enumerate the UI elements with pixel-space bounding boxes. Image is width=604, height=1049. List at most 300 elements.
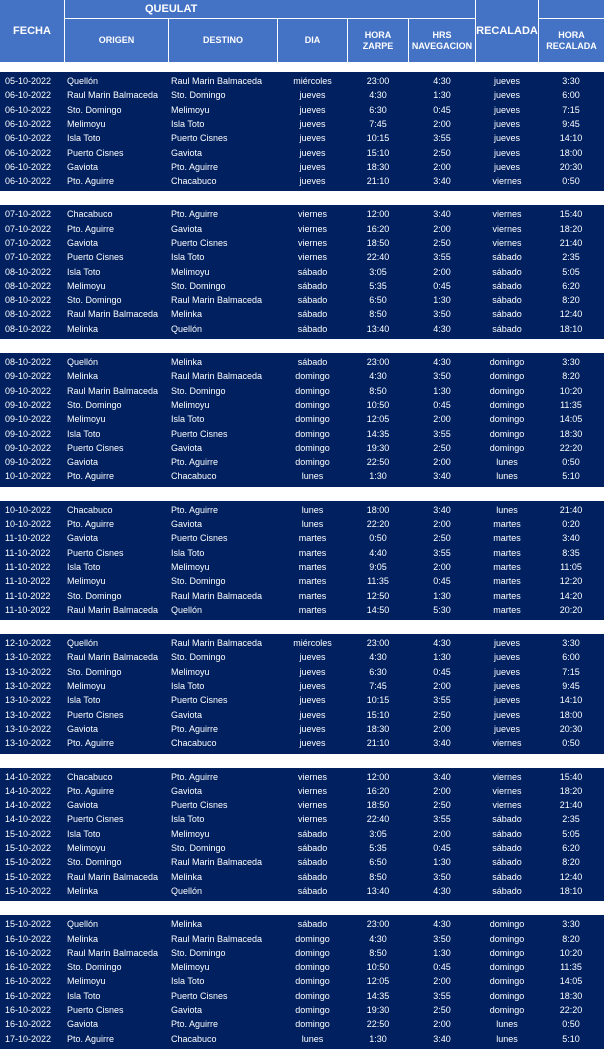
cell-destino: Melimoyu [171,666,210,677]
cell-hrs-navegacion: 1:30 [433,590,451,601]
cell-hora-recalada: 5:05 [562,828,580,839]
cell-recalada: sábado [492,323,522,334]
cell-hora-zarpe: 12:05 [366,976,390,987]
trip-block [0,768,604,902]
cell-destino: Isla Toto [171,814,205,825]
cell-destino: Sto. Domingo [171,90,226,101]
cell-fecha: 16-10-2022 [5,1005,52,1016]
cell-hora-zarpe: 12:50 [366,590,390,601]
table-row [0,427,604,441]
cell-fecha: 08-10-2022 [5,280,52,291]
cell-fecha: 09-10-2022 [5,428,52,439]
table-row [0,103,604,117]
cell-fecha: 06-10-2022 [5,176,52,187]
cell-destino: Sto. Domingo [171,652,226,663]
cell-hora-recalada: 5:10 [562,1033,580,1044]
cell-origen: Gaviota [67,1019,99,1030]
cell-dia: martes [298,533,327,544]
cell-destino: Gaviota [171,1005,203,1016]
cell-hrs-navegacion: 1:30 [433,857,451,868]
cell-hora-recalada: 14:10 [559,133,583,144]
cell-hrs-navegacion: 0:45 [433,280,451,291]
cell-hora-zarpe: 23:00 [366,357,390,368]
cell-hrs-navegacion: 1:30 [433,947,451,958]
table-row [0,546,604,560]
cell-fecha: 13-10-2022 [5,695,52,706]
cell-origen: Raul Marin Balmaceda [67,947,159,958]
cell-destino: Isla Toto [171,976,205,987]
cell-fecha: 15-10-2022 [5,919,52,930]
cell-fecha: 06-10-2022 [5,90,52,101]
cell-hrs-navegacion: 3:40 [433,176,451,187]
table-row [0,531,604,545]
cell-hora-recalada: 8:20 [562,295,580,306]
table-row [0,784,604,798]
cell-origen: Quellón [67,76,99,86]
cell-destino: Isla Toto [171,547,205,558]
table-row [0,1017,604,1031]
cell-destino: Isla Toto [171,252,205,263]
cell-hora-zarpe: 14:35 [366,990,390,1001]
cell-recalada: domingo [489,357,525,368]
cell-fecha: 10-10-2022 [5,504,52,515]
cell-origen: Raul Marin Balmaceda [67,309,159,320]
cell-fecha: 06-10-2022 [5,118,52,129]
cell-origen: Melimoyu [67,118,106,129]
cell-hora-recalada: 18:20 [559,785,583,796]
cell-recalada: domingo [489,385,525,396]
cell-destino: Gaviota [171,519,203,530]
cell-recalada: jueves [493,723,520,734]
cell-destino: Sto. Domingo [171,576,226,587]
cell-hora-recalada: 8:35 [562,547,580,558]
cell-fecha: 09-10-2022 [5,457,52,468]
cell-hrs-navegacion: 2:00 [433,1019,451,1030]
table-row [0,441,604,455]
cell-destino: Chacabuco [171,1033,217,1044]
cell-hrs-navegacion: 1:30 [433,385,451,396]
cell-destino: Puerto Cisnes [171,237,228,248]
cell-destino: Raul Marin Balmaceda [171,857,263,868]
cell-hrs-navegacion: 4:30 [433,885,451,896]
cell-hora-zarpe: 23:00 [366,638,390,649]
cell-hrs-navegacion: 0:45 [433,666,451,677]
cell-hora-zarpe: 13:40 [366,323,390,334]
cell-recalada: domingo [489,933,525,944]
cell-recalada: jueves [493,133,520,144]
cell-origen: Pto. Aguirre [67,223,115,234]
cell-destino: Sto. Domingo [171,947,226,958]
table-row [0,665,604,679]
cell-fecha: 15-10-2022 [5,843,52,854]
table-row [0,932,604,946]
cell-fecha: 11-10-2022 [5,590,51,601]
cell-recalada: sábado [492,295,522,306]
cell-origen: Puerto Cisnes [67,547,124,558]
cell-hora-recalada: 15:40 [559,209,583,220]
cell-hora-recalada: 18:00 [559,709,583,720]
cell-destino: Pto. Aguirre [171,723,219,734]
cell-hora-recalada: 14:05 [559,976,583,987]
cell-fecha: 08-10-2022 [5,266,52,277]
cell-destino: Raul Marin Balmaceda [171,295,263,306]
cell-destino: Pto. Aguirre [171,209,219,220]
cell-origen: Isla Toto [67,695,101,706]
cell-dia: domingo [295,399,330,410]
cell-origen: Pto. Aguirre [67,519,115,530]
cell-fecha: 06-10-2022 [5,104,52,115]
header-hora-zarpe: HORA ZARPE [348,19,408,62]
cell-hrs-navegacion: 2:50 [433,1005,451,1016]
cell-origen: Puerto Cisnes [67,1005,124,1016]
cell-recalada: viernes [492,738,522,749]
table-row [0,560,604,574]
table-row [0,722,604,736]
cell-origen: Pto. Aguirre [67,738,115,749]
cell-origen: Melinka [67,371,99,382]
cell-dia: miércoles [293,638,332,649]
cell-hrs-navegacion: 3:55 [433,428,451,439]
cell-destino: Raul Marin Balmaceda [171,590,263,601]
cell-hora-recalada: 11:35 [560,399,582,410]
cell-recalada: sábado [492,309,522,320]
table-row [0,265,604,279]
cell-hrs-navegacion: 2:50 [433,533,451,544]
cell-hora-recalada: 18:30 [559,428,583,439]
cell-hrs-navegacion: 0:45 [433,576,451,587]
table-row [0,236,604,250]
table-row [0,693,604,707]
cell-fecha: 09-10-2022 [5,442,52,453]
cell-destino: Melimoyu [171,962,210,973]
table-row [0,589,604,603]
cell-origen: Raul Marin Balmaceda [67,385,159,396]
cell-origen: Gaviota [67,457,99,468]
cell-hora-zarpe: 0:50 [369,533,387,544]
cell-hora-recalada: 10:20 [559,385,583,396]
cell-hora-zarpe: 14:50 [366,604,390,615]
cell-hora-recalada: 22:20 [559,1005,583,1016]
cell-dia: domingo [295,976,330,987]
cell-origen: Quellón [67,638,99,649]
cell-hora-recalada: 9:45 [562,681,580,692]
cell-hora-zarpe: 6:30 [369,104,387,115]
table-row [0,603,604,617]
cell-recalada: sábado [492,814,522,825]
cell-hora-zarpe: 5:35 [369,843,387,854]
cell-hora-zarpe: 19:30 [366,442,390,453]
cell-hrs-navegacion: 2:00 [433,681,451,692]
cell-dia: domingo [295,933,330,944]
cell-origen: Puerto Cisnes [67,709,124,720]
cell-origen: Puerto Cisnes [67,147,124,158]
cell-hrs-navegacion: 2:00 [433,266,451,277]
cell-hrs-navegacion: 0:45 [433,843,451,854]
cell-dia: martes [298,547,327,558]
cell-destino: Gaviota [171,442,203,453]
cell-recalada: viernes [492,237,522,248]
cell-hora-zarpe: 1:30 [369,471,387,482]
cell-recalada: jueves [493,652,520,663]
cell-hora-zarpe: 8:50 [369,947,387,958]
cell-origen: Melinka [67,933,99,944]
cell-origen: Chacabuco [67,504,113,515]
cell-hrs-navegacion: 2:50 [433,709,451,720]
cell-origen: Sto. Domingo [67,962,122,973]
cell-destino: Raul Marin Balmaceda [171,933,263,944]
cell-destino: Isla Toto [171,681,205,692]
cell-origen: Quellón [67,919,99,930]
cell-dia: lunes [301,1033,324,1044]
cell-hora-zarpe: 3:05 [369,266,387,277]
cell-destino: Sto. Domingo [171,280,226,291]
table-row [0,679,604,693]
cell-fecha: 14-10-2022 [5,785,52,796]
cell-fecha: 16-10-2022 [5,976,52,987]
cell-destino: Pto. Aguirre [171,1019,219,1030]
cell-recalada: sábado [492,280,522,291]
cell-destino: Chacabuco [171,738,217,749]
cell-recalada: domingo [489,919,525,930]
cell-dia: sábado [297,857,328,868]
cell-origen: Gaviota [67,237,99,248]
table-row [0,279,604,293]
header-fecha: FECHA [0,0,64,62]
cell-dia: jueves [299,90,326,101]
cell-hrs-navegacion: 4:30 [433,76,451,86]
cell-fecha: 13-10-2022 [5,666,52,677]
cell-recalada: sábado [492,885,522,896]
table-row [0,355,604,369]
cell-origen: Gaviota [67,723,99,734]
cell-fecha: 10-10-2022 [5,471,52,482]
cell-hora-zarpe: 7:45 [369,681,387,692]
cell-hora-recalada: 14:05 [559,414,583,425]
cell-hora-zarpe: 22:20 [366,519,390,530]
cell-dia: sábado [297,357,328,368]
cell-dia: domingo [295,414,330,425]
cell-hora-zarpe: 16:20 [366,223,390,234]
cell-destino: Melinka [171,919,203,930]
table-row [0,812,604,826]
cell-destino: Gaviota [171,709,203,720]
cell-hora-recalada: 0:50 [562,176,580,187]
cell-fecha: 15-10-2022 [5,857,52,868]
trip-block [0,915,604,1049]
cell-recalada: jueves [493,90,520,101]
cell-destino: Puerto Cisnes [171,133,228,144]
cell-hora-recalada: 3:30 [562,357,580,368]
cell-fecha: 09-10-2022 [5,399,52,410]
cell-recalada: jueves [493,76,520,86]
cell-hora-zarpe: 3:05 [369,828,387,839]
table-row [0,412,604,426]
cell-destino: Sto. Domingo [171,385,226,396]
cell-hora-recalada: 8:20 [562,933,580,944]
cell-fecha: 13-10-2022 [5,681,52,692]
cell-origen: Sto. Domingo [67,857,122,868]
cell-recalada: jueves [493,681,520,692]
cell-hora-zarpe: 15:10 [366,147,390,158]
cell-origen: Raul Marin Balmaceda [67,90,159,101]
cell-fecha: 16-10-2022 [5,962,52,973]
cell-hora-recalada: 8:20 [562,371,580,382]
cell-origen: Melimoyu [67,843,106,854]
cell-recalada: domingo [489,371,525,382]
cell-origen: Puerto Cisnes [67,442,124,453]
cell-hora-recalada: 21:40 [559,800,583,811]
cell-hrs-navegacion: 2:00 [433,561,451,572]
cell-dia: sábado [297,871,328,882]
trip-block [0,353,604,487]
cell-dia: domingo [295,385,330,396]
cell-hrs-navegacion: 0:45 [433,399,451,410]
cell-hora-zarpe: 23:00 [366,919,390,930]
cell-recalada: martes [493,590,521,601]
cell-origen: Puerto Cisnes [67,814,124,825]
cell-fecha: 07-10-2022 [5,237,52,248]
cell-origen: Melimoyu [67,414,106,425]
cell-dia: sábado [297,280,328,291]
cell-hrs-navegacion: 0:45 [433,962,451,973]
cell-hora-recalada: 12:40 [559,871,583,882]
cell-destino: Melimoyu [171,561,210,572]
cell-fecha: 15-10-2022 [5,871,52,882]
cell-dia: domingo [295,990,330,1001]
cell-hora-recalada: 10:20 [559,947,583,958]
table-row [0,960,604,974]
table-row [0,989,604,1003]
table-row [0,974,604,988]
header-destino: DESTINO [169,19,277,62]
cell-hrs-navegacion: 1:30 [433,295,451,306]
cell-hora-recalada: 20:20 [559,604,583,615]
cell-recalada: jueves [493,666,520,677]
cell-origen: Melimoyu [67,976,106,987]
table-row [0,222,604,236]
cell-destino: Chacabuco [171,176,217,187]
cell-hora-zarpe: 22:40 [366,252,390,263]
cell-destino: Melinka [171,309,203,320]
cell-dia: sábado [297,323,328,334]
cell-fecha: 17-10-2022 [5,1033,52,1044]
cell-hora-recalada: 12:40 [559,309,583,320]
table-row [0,293,604,307]
cell-dia: domingo [295,947,330,958]
table-row [0,827,604,841]
cell-hrs-navegacion: 2:00 [433,976,451,987]
cell-hrs-navegacion: 3:40 [433,771,451,782]
cell-fecha: 16-10-2022 [5,933,52,944]
cell-hora-zarpe: 11:35 [367,576,389,587]
cell-dia: sábado [297,843,328,854]
cell-origen: Sto. Domingo [67,295,122,306]
cell-fecha: 07-10-2022 [5,252,52,263]
cell-recalada: martes [493,547,521,558]
table-row [0,117,604,131]
cell-hora-zarpe: 8:50 [369,385,387,396]
table-row [0,841,604,855]
cell-hora-recalada: 21:40 [559,237,583,248]
cell-hora-zarpe: 14:35 [366,428,390,439]
table-row [0,322,604,336]
cell-fecha: 12-10-2022 [5,638,52,649]
cell-recalada: sábado [492,266,522,277]
cell-recalada: domingo [489,976,525,987]
table-header [0,0,604,62]
cell-dia: jueves [299,161,326,172]
cell-hora-recalada: 20:30 [559,161,583,172]
cell-origen: Gaviota [67,800,99,811]
cell-recalada: domingo [489,442,525,453]
cell-fecha: 08-10-2022 [5,295,52,306]
cell-recalada: jueves [493,709,520,720]
header-hrs-navegacion: HRS NAVEGACION [409,19,475,62]
cell-recalada: viernes [492,209,522,220]
cell-recalada: lunes [496,1033,518,1044]
cell-origen: Sto. Domingo [67,590,122,601]
cell-dia: martes [298,604,327,615]
cell-dia: miércoles [293,76,332,86]
cell-dia: jueves [299,695,326,706]
table-row [0,917,604,931]
cell-hora-recalada: 3:30 [562,76,580,86]
cell-hora-recalada: 5:05 [562,266,580,277]
table-row [0,946,604,960]
cell-fecha: 16-10-2022 [5,1019,52,1030]
cell-hora-zarpe: 8:50 [369,871,387,882]
cell-dia: jueves [299,709,326,720]
cell-hora-zarpe: 22:50 [366,1019,390,1030]
cell-hora-zarpe: 10:15 [366,133,390,144]
cell-hrs-navegacion: 3:40 [433,738,451,749]
cell-fecha: 07-10-2022 [5,209,52,220]
table-row [0,517,604,531]
cell-hora-zarpe: 16:20 [366,785,390,796]
trip-block [0,501,604,620]
cell-destino: Raul Marin Balmaceda [171,371,263,382]
cell-destino: Raul Marin Balmaceda [171,76,263,86]
cell-fecha: 11-10-2022 [5,533,51,544]
cell-dia: viernes [297,771,327,782]
cell-recalada: jueves [493,638,520,649]
cell-hora-recalada: 14:20 [559,590,583,601]
cell-hrs-navegacion: 3:50 [433,309,451,320]
table-row [0,503,604,517]
cell-destino: Sto. Domingo [171,843,226,854]
cell-hora-recalada: 0:50 [562,457,580,468]
cell-origen: Isla Toto [67,133,101,144]
cell-hrs-navegacion: 0:45 [433,104,451,115]
cell-dia: jueves [299,723,326,734]
cell-fecha: 11-10-2022 [5,576,51,587]
table-row [0,455,604,469]
cell-fecha: 09-10-2022 [5,371,52,382]
trip-block [0,205,604,339]
cell-hora-recalada: 7:15 [562,666,580,677]
cell-hora-zarpe: 19:30 [366,1005,390,1016]
cell-origen: Pto. Aguirre [67,785,115,796]
cell-origen: Chacabuco [67,771,113,782]
cell-destino: Pto. Aguirre [171,161,219,172]
cell-recalada: sábado [492,857,522,868]
cell-dia: viernes [297,785,327,796]
cell-destino: Chacabuco [171,471,217,482]
table-row [0,884,604,898]
cell-hora-recalada: 18:00 [559,147,583,158]
cell-hora-recalada: 22:20 [559,442,583,453]
header-recalada: RECALADA [476,0,538,62]
